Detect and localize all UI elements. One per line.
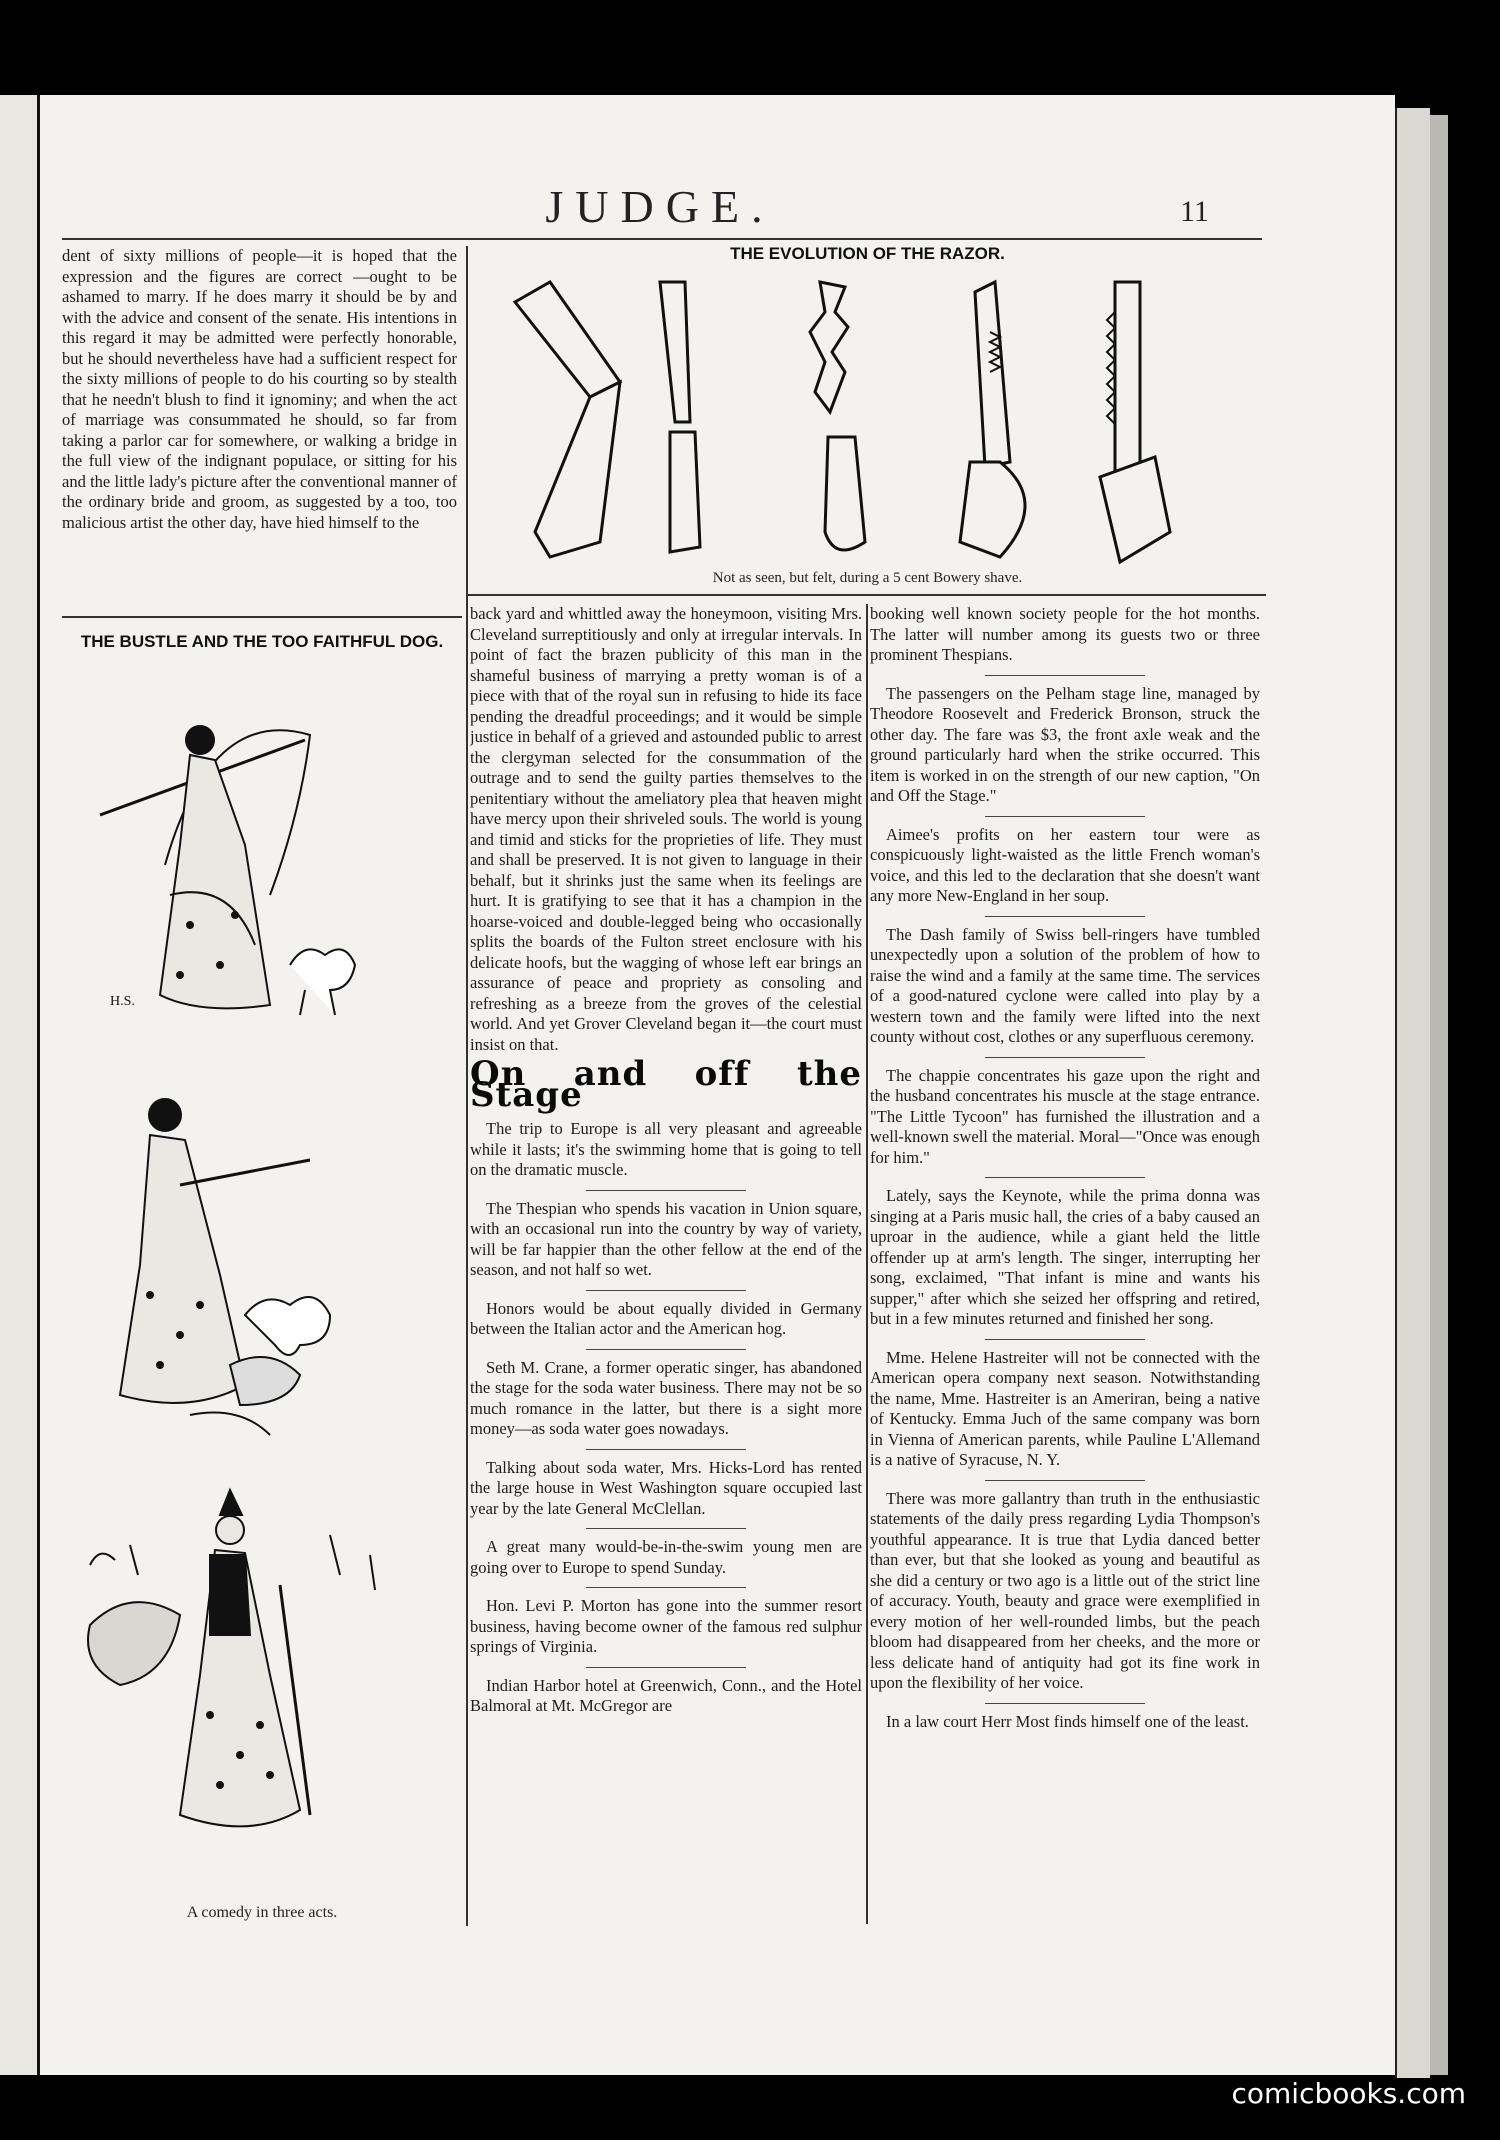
item-separator (586, 1290, 746, 1291)
item-separator (985, 1339, 1145, 1340)
stage-item: Hon. Levi P. Morton has gone into the summer resort business, having become owner of the famous red sulphur springs of Virginia. (470, 1596, 862, 1656)
stage-item: booking well known society people for the hot months. The latter will number among its guests two or three prominent Thespians. (870, 604, 1260, 664)
stage-item: Lately, says the Keynote, while the prima donna was singing at a Paris music hall, the cries of a baby caused an uproar in the audience, while a giant held the little offender up at arm's length. The singer, interrupting her song, exclaimed, "That infant is mine and wants his supper," after which she seized her offspring and retired, but in a few minutes returned and finished her song. (870, 1186, 1260, 1328)
item-separator (586, 1349, 746, 1350)
stage-item: The trip to Europe is all very pleasant and agreeable while it lasts; it's the swimming home that is going to tell on the dramatic muscle. (470, 1119, 862, 1179)
stage-item: In a law court Herr Most finds himself one of the least. (886, 1711, 1249, 1731)
left-divider (62, 616, 462, 618)
item-separator (985, 675, 1145, 676)
stage-item: The Thespian who spends his vacation in Union square, with an occasional run into the country by way of variety, will be far happier than the other fellow at the end of the season, and not half so wet. (470, 1198, 862, 1279)
item-separator (985, 916, 1145, 917)
column-rule-left (466, 246, 468, 1926)
column-rule-right (866, 604, 868, 1924)
stage-item: The chappie concentrates his gaze upon the right and the husband concentrates his muscle at the stage entrance. "The Little Tycoon" has furnished the illustration and a well-known swell the material. Moral—"Once was enough for him." (870, 1065, 1260, 1167)
page-number: 11 (1180, 195, 1209, 228)
svg-text:H.S.: H.S. (110, 994, 135, 1009)
stage-item: The passengers on the Pelham stage line, managed by Theodore Roosevelt and Frederick Bronson, struck the other day. The fare was $3, the front axle weak and the ground particularly hard when the strike occurred. This item is worked in on the strength of our new caption, "On and Off the Stage." (870, 683, 1260, 805)
stage-item: Mme. Helene Hastreiter will not be connected with the American opera company next season. Notwithstanding the name, Mme. Hastreiter is an Ameriran, being a native of Kentucky. Emma Juch of the same company was born in Vienna of American parents, while Pauline L'Allemand is a native of Syracuse, N. Y. (870, 1347, 1260, 1469)
stage-item: The Dash family of Swiss bell-ringers have tumbled unexpectedly upon a solution of the problem of how to raise the wind and a family at the same time. The services of a good-natured cyclone were called into play by a western town and the family were lifted into the next county without cost, clothes or any superfluous ceremony. (870, 924, 1260, 1046)
stage-item: There was more gallantry than truth in the enthusiastic statements of the daily press regarding Lydia Thompson's youthful appearance. It is true that Lydia danced better than ever, but that she looked as young and beautiful as she did a century or two ago is a little out of the strict line of accuracy. Youth, beauty and grace were exemplified in every motion of her well-rounded limbs, but the peach bloom had disappeared from her cheeks, and the more or less delicate hand of antiquity had got its fine work in upon the flexibility of her voice. (870, 1488, 1260, 1692)
left-page-edge (0, 95, 40, 2075)
middle-paragraph: back yard and whittled away the honeymoon, visiting Mrs. Cleveland surreptitiously and only at irregular intervals. In point of fact the brazen publicity of this man in the shameful business of marrying a pretty woman is of a piece with that of the royal sun in refusing to hide its face pending the dreadful proceedings; and it would be simple justice in behalf of a grieved and astounded public to arrest the clergyman selected for the consummation of the outrage and to send the guilty parties themselves to the penitentiary without the ameliatory plea that heaven might have mercy upon their shriveled souls. The world is young and timid and sticks for the proprieties of life. They must and shall be preserved. It is not given to language in their behalf, but it shrinks just the same when its feelings are hurt. It is gratifying to see that it has a champion in the hoarse-voiced and double-legged being who occasionally splits the boards of the Fulton street enclosure with his delicate hoofs, but the wagging of whose left ear brings an assurance of peace and propriety as consoling and refreshing as a breeze from the groves of the celestial world. And yet Grover Cleveland began it—the court must insist on that. (470, 604, 862, 1054)
item-separator (586, 1190, 746, 1191)
bustle-title: THE BUSTLE AND THE TOO FAITHFUL DOG. (80, 632, 444, 651)
watermark: comicbooks.com (1231, 2077, 1466, 2110)
item-separator (586, 1587, 746, 1588)
stage-item: Honors would be about equally divided in Germany between the Italian actor and the American hog. (470, 1298, 862, 1338)
masthead-rule (62, 238, 1262, 240)
masthead: JUDGE. (545, 181, 775, 232)
binding-edge (1430, 115, 1448, 2075)
stage-item: Seth M. Crane, a former operatic singer, has abandoned the stage for the soda water business. There may not be so much romance in the latter, but there is a sight more money—as soda water goes nowadays. (470, 1357, 862, 1438)
right-column (870, 604, 1260, 1924)
stage-item: Indian Harbor hotel at Greenwich, Conn., and the Hotel Balmoral at Mt. McGregor are (470, 1675, 862, 1715)
bustle-caption: A comedy in three acts. (186, 1904, 338, 1921)
stage-item: Aimee's profits on her eastern tour were as conspicuously light-waisted as the little French woman's voice, and this led to the declaration that she doesn't want any more New-England in her soup. (870, 824, 1260, 905)
razor-illustration (490, 272, 1250, 572)
item-separator (985, 1480, 1145, 1481)
stage-item: Talking about soda water, Mrs. Hicks-Lord has rented the large house in West Washington square occupied last year by the late General McClellan. (470, 1457, 862, 1518)
item-separator (985, 816, 1145, 817)
stage-item: A great many would-be-in-the-swim young men are going over to Europe to spend Sunday. (470, 1537, 862, 1577)
item-separator (586, 1528, 746, 1529)
left-column-text (62, 246, 457, 606)
stage-heading: On and off the Stage (470, 1054, 862, 1115)
razor-bottom-rule (466, 594, 1266, 596)
bustle-illustration (70, 665, 460, 1905)
middle-column (470, 604, 862, 1924)
item-separator (586, 1667, 746, 1668)
right-page-edge (1395, 108, 1430, 2078)
item-separator (586, 1449, 746, 1450)
item-separator (985, 1703, 1145, 1704)
item-separator (985, 1177, 1145, 1178)
left-paragraph: dent of sixty millions of people—it is hoped that the expression and the figures are correct —ought to be ashamed to marry. If he does marry it should be by and with the advice and consent of the senate. His intentions in this regard it may be admitted were perfectly honorable, but he should nevertheless have had a sufficient respect for the sixty millions of people to do his courting so by stealth that he needn't blush to find it ignominy; and when the act of marriage was consummated he should, so far from taking a parlor car for somewhere, or walking a bridge in the full view of the indignant populace, or sitting for his and the little lady's picture after the conventional manner of the ordinary bride and groom, as suggested by a too, too malicious artist the other day, have hied himself to the (62, 246, 457, 532)
razor-title: THE EVOLUTION OF THE RAZOR. (730, 244, 1005, 263)
item-separator (985, 1057, 1145, 1058)
razor-caption: Not as seen, but felt, during a 5 cent Bowery shave. (712, 570, 1023, 586)
